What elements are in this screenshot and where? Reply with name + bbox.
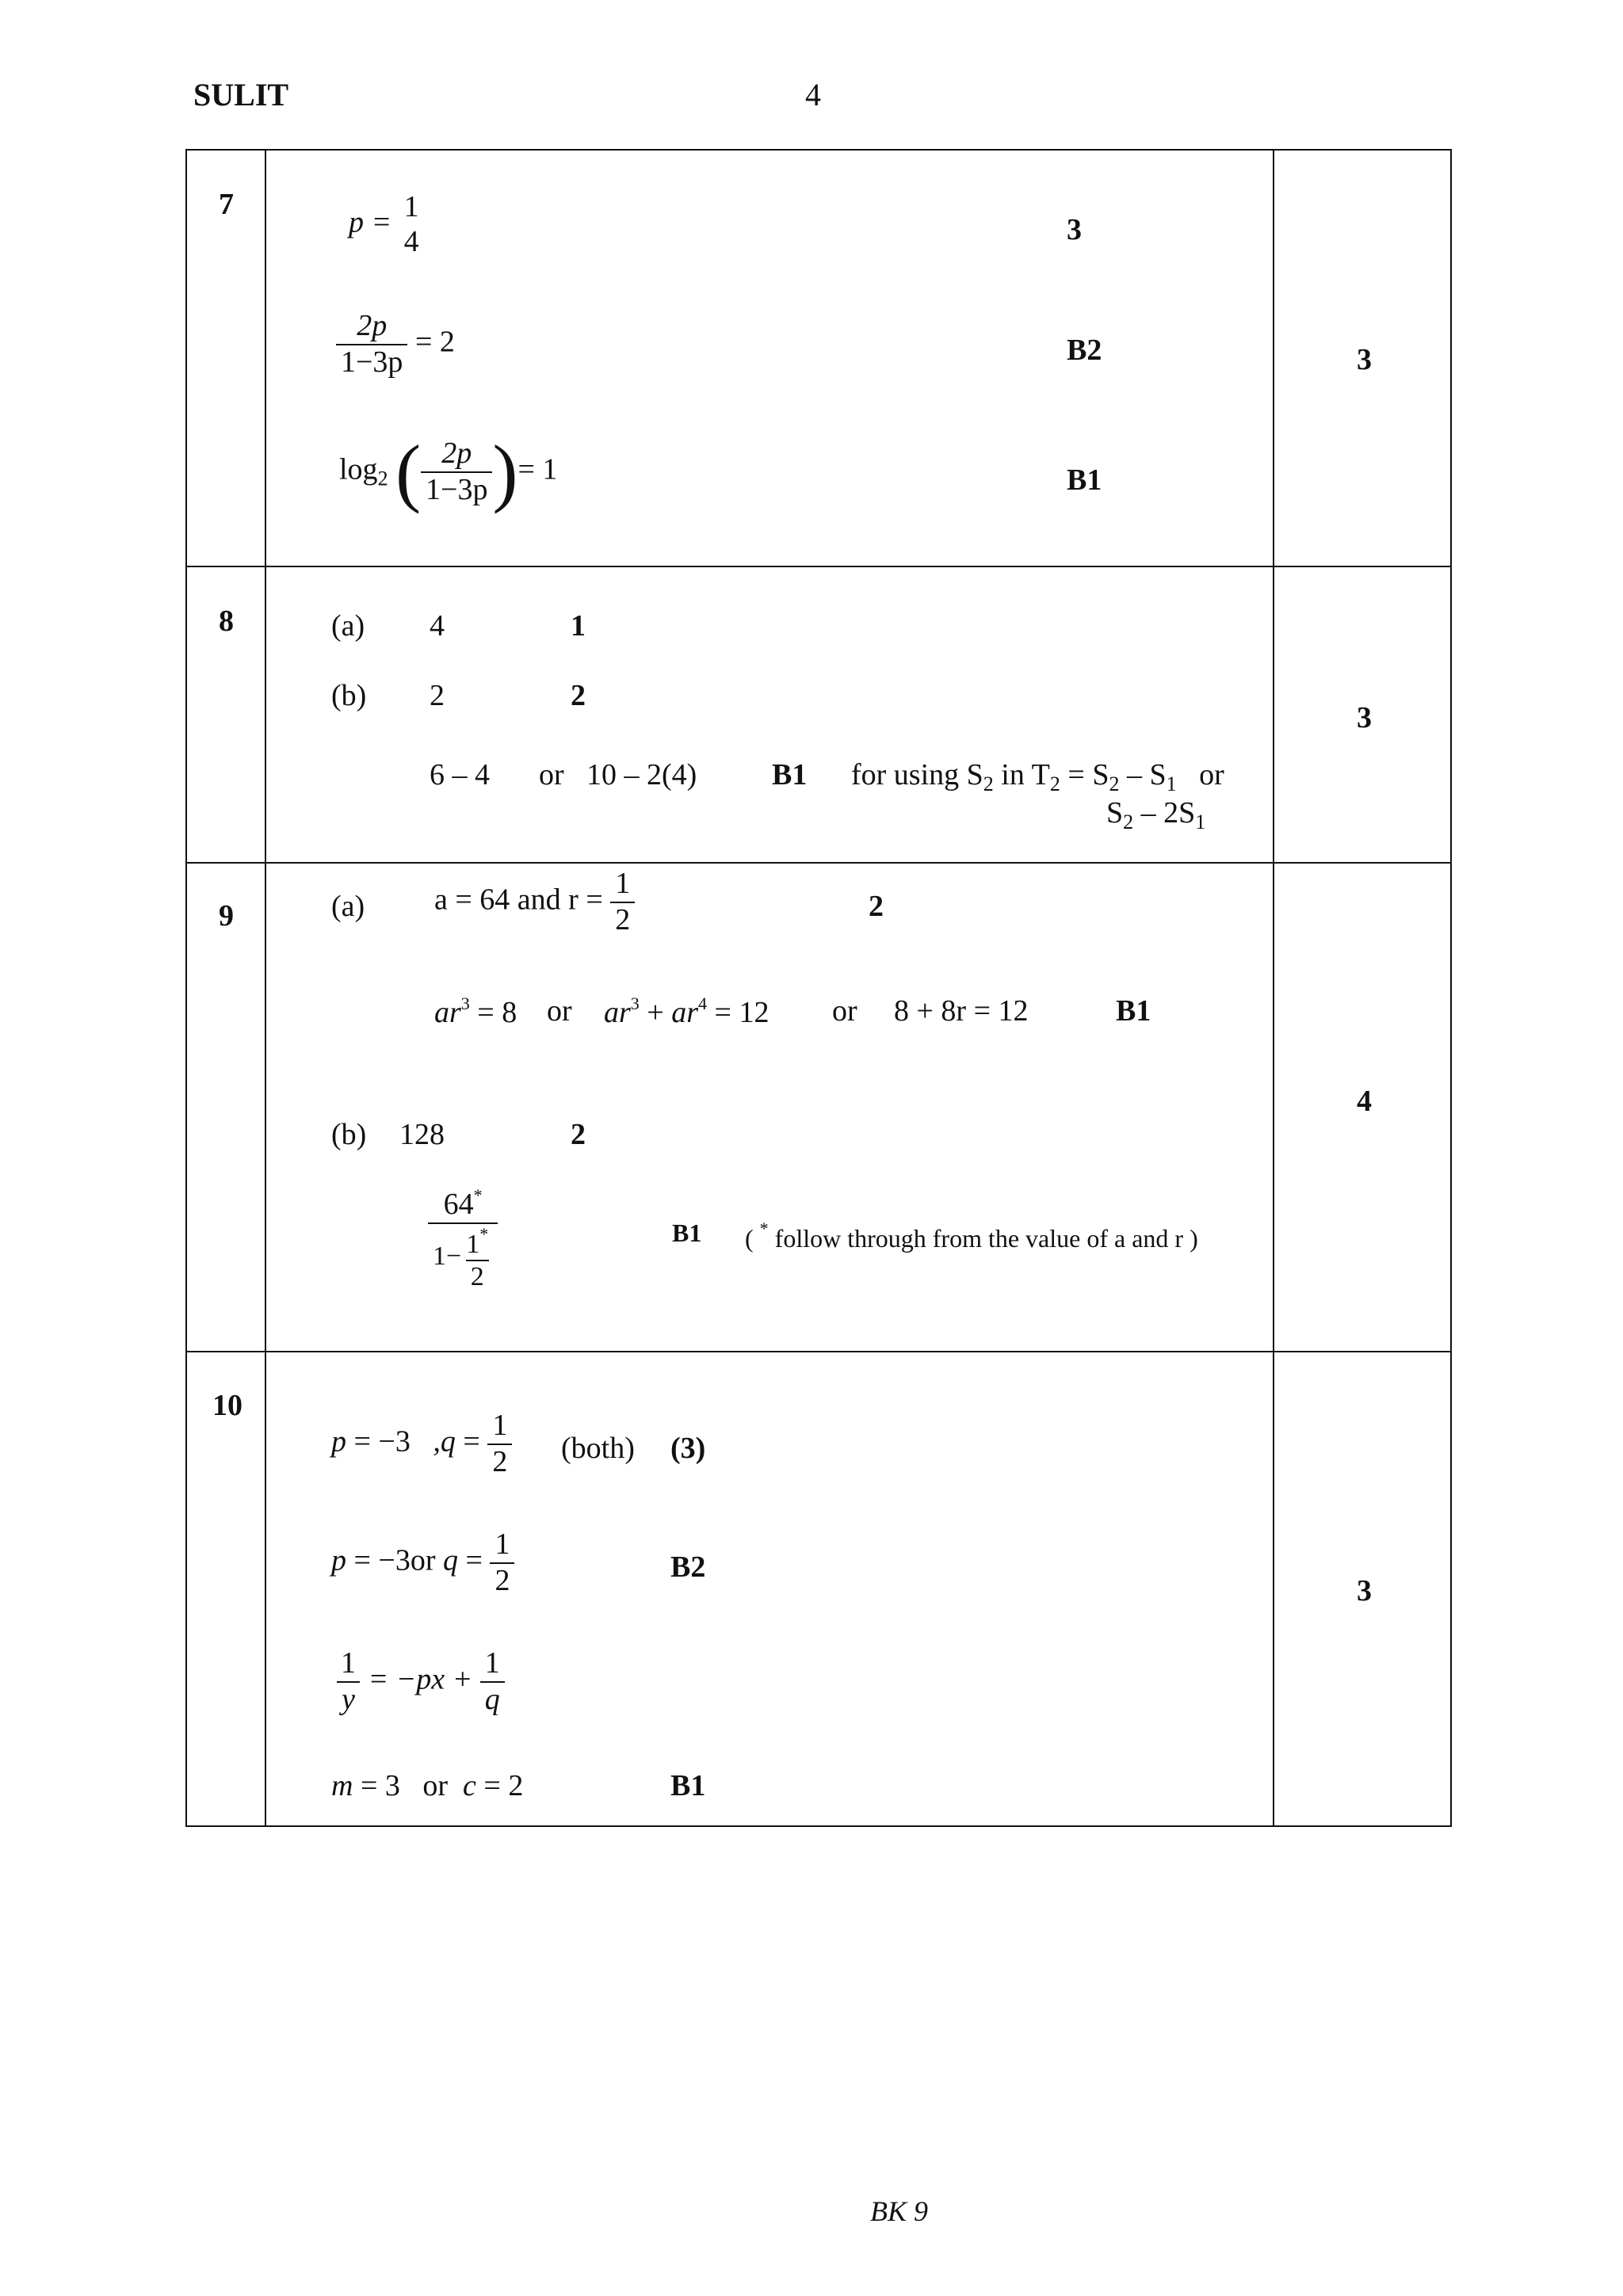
q9a-working-expr2: [604, 994, 769, 1030]
superscript: 4: [698, 994, 708, 1013]
q7-log: log: [339, 452, 378, 486]
question-number-9: 9: [219, 899, 234, 933]
q8b-answer: 2: [430, 679, 445, 712]
q9b-label: (b): [331, 1118, 367, 1151]
q9a-mark: 2: [869, 890, 884, 923]
math-term: ar: [434, 996, 461, 1029]
header-sulit: SULIT: [193, 77, 289, 113]
q8-working-expr2: 10 – 2(4): [586, 758, 697, 791]
math-term: = 2: [475, 1769, 524, 1802]
fraction-numerator: [461, 1224, 493, 1260]
fraction-numerator: 2p: [441, 437, 472, 471]
math-term: = −px +: [368, 1662, 473, 1696]
q7-total: 3: [1357, 343, 1372, 376]
q9a-working-expr3: 8 + 8r = 12: [894, 994, 1029, 1028]
q8a-mark: 1: [571, 609, 586, 643]
fraction-denominator: 1−3p: [421, 471, 492, 508]
row-divider: [185, 1351, 1452, 1352]
math-term: ,q: [433, 1425, 456, 1459]
q7-line-2: [336, 309, 455, 379]
q10-line1-fraction: [487, 1409, 512, 1479]
q10-line-3: [336, 1646, 505, 1717]
fraction-denominator: 2: [610, 902, 635, 938]
fraction-denominator: 4: [403, 224, 419, 258]
superscript: 3: [630, 994, 640, 1013]
fraction-numerator: 1: [341, 1646, 356, 1680]
q9b-fraction: [428, 1185, 498, 1292]
q7-log-base: 2: [377, 467, 388, 490]
note-text: – 2S: [1133, 796, 1196, 830]
q7-mark-2: B2: [1067, 334, 1102, 367]
q9b-working: [428, 1185, 498, 1292]
math-term: p: [331, 1543, 346, 1577]
q8-working-or: or: [539, 758, 564, 791]
q7-line3-fraction: [421, 437, 492, 507]
math-term: =: [455, 1425, 480, 1459]
q9a-answer: [434, 867, 635, 937]
subscript: 2: [1049, 772, 1060, 795]
q8b-label: (b): [331, 679, 367, 712]
q9a-answer-text: a = 64 and r =: [434, 883, 603, 917]
math-term: or: [422, 1769, 449, 1802]
q9b-working-mark: B1: [672, 1219, 702, 1247]
note-text: follow through from the value of a and r ): [768, 1224, 1198, 1253]
math-term: = −3or: [346, 1543, 444, 1577]
q9-total: 4: [1357, 1085, 1372, 1118]
q9b-mark: 2: [571, 1118, 586, 1151]
question-number-10: 10: [212, 1389, 242, 1422]
superscript: *: [759, 1219, 769, 1238]
q8a-answer: 4: [430, 609, 445, 643]
q10-line-4: [331, 1768, 523, 1803]
q10-line-1: [331, 1409, 512, 1479]
q9a-working-mark: B1: [1116, 994, 1151, 1028]
superscript: 3: [460, 994, 470, 1013]
math-term: = 12: [707, 996, 769, 1029]
q7-line-3: [339, 429, 558, 514]
q10-line-2: [331, 1527, 514, 1598]
math-term: +: [639, 996, 672, 1029]
q10-line1-mark: (3): [670, 1432, 706, 1465]
q7-line-1: [349, 190, 424, 259]
q9a-working-or2: or: [832, 994, 857, 1028]
fraction-denominator: [428, 1222, 498, 1292]
q9a-working: [434, 994, 517, 1030]
math-term: m: [331, 1769, 353, 1802]
subscript: 1: [1166, 772, 1177, 795]
page-number: 4: [805, 77, 821, 113]
subscript: 2: [983, 772, 994, 795]
q8-working-mark: B1: [772, 758, 808, 791]
q8a-label: (a): [331, 609, 365, 643]
q10-total: 3: [1357, 1574, 1372, 1608]
q7-mark-1: 3: [1067, 213, 1082, 246]
fraction-denominator: 2: [490, 1562, 514, 1599]
question-number-7: 7: [219, 188, 234, 221]
fraction-numerator: 1: [403, 190, 419, 223]
fraction-denominator: 1−3p: [336, 344, 407, 380]
math-term: c: [463, 1769, 476, 1802]
nested-fraction: [461, 1224, 493, 1292]
superscript: *: [479, 1223, 489, 1244]
q9b-working-note: [745, 1219, 1198, 1253]
note-text: (: [745, 1224, 760, 1253]
fraction-numerator: 2p: [357, 309, 388, 342]
q7-line2-fraction: [336, 309, 407, 379]
column-divider-total: [1273, 149, 1274, 1827]
row-divider: [185, 566, 1452, 567]
q7-line1-lhs: p =: [349, 205, 392, 239]
math-term: 1−: [433, 1241, 462, 1271]
question-number-8: 8: [219, 605, 234, 638]
q8b-mark: 2: [571, 679, 586, 712]
note-text: or: [1199, 758, 1224, 791]
row-divider: [185, 862, 1452, 864]
left-paren: (: [395, 429, 422, 514]
q8-total: 3: [1357, 701, 1372, 734]
q7-line3-rhs: = 1: [517, 452, 558, 486]
math-term: 64: [443, 1188, 474, 1221]
math-term: 1: [466, 1229, 480, 1259]
note-text: for using S: [851, 758, 983, 791]
q10-line4-mark: B1: [670, 1769, 706, 1802]
fraction-denominator: q: [480, 1681, 505, 1718]
column-divider-number: [265, 149, 266, 1827]
subscript: 1: [1195, 810, 1206, 833]
fraction-numerator: 1: [495, 1527, 510, 1561]
subscript: 2: [1109, 772, 1120, 795]
q8-working-note: [851, 757, 1224, 796]
q9b-answer: 128: [399, 1118, 445, 1151]
q7-mark-3: B1: [1067, 463, 1102, 497]
note-text: – S: [1119, 758, 1167, 791]
fraction-numerator: 1: [484, 1646, 500, 1680]
superscript: *: [473, 1185, 483, 1205]
q7-line1-fraction: [399, 190, 424, 259]
q10-line2-fraction: [490, 1527, 514, 1598]
fraction-denominator: 2: [466, 1260, 489, 1292]
math-term: = 8: [469, 996, 517, 1029]
q10-line2-mark: B2: [670, 1550, 706, 1584]
q10-line3-fraction1: [336, 1646, 361, 1717]
math-term: ar: [671, 996, 699, 1029]
q9a-label: (a): [331, 890, 365, 923]
q10-line1-both: (both): [561, 1432, 635, 1465]
fraction-numerator: 1: [492, 1409, 508, 1442]
math-term: =: [458, 1543, 483, 1577]
right-paren: ): [492, 429, 518, 514]
math-term: q: [443, 1543, 459, 1577]
subscript: 2: [1123, 810, 1134, 833]
math-term: = 3: [353, 1769, 400, 1802]
fraction-numerator: [439, 1185, 487, 1222]
note-text: = S: [1060, 758, 1109, 791]
fraction-numerator: 1: [615, 867, 631, 900]
fraction-denominator: 2: [487, 1444, 512, 1480]
q7-line2-rhs: = 2: [414, 325, 455, 359]
note-text: in T: [993, 758, 1050, 791]
math-term: ar: [604, 996, 631, 1029]
q10-line3-fraction2: [480, 1646, 505, 1717]
footer-code: BK 9: [870, 2195, 929, 2227]
q9a-working-or1: or: [547, 994, 572, 1028]
math-term: = −3: [346, 1425, 411, 1459]
note-text: S: [1106, 796, 1124, 830]
math-term: p: [331, 1425, 346, 1459]
fraction-denominator: y: [337, 1681, 360, 1718]
q8-working-expr1: 6 – 4: [430, 758, 490, 791]
q9a-fraction: [610, 867, 635, 937]
q8-working-note-line2: [1106, 795, 1205, 834]
